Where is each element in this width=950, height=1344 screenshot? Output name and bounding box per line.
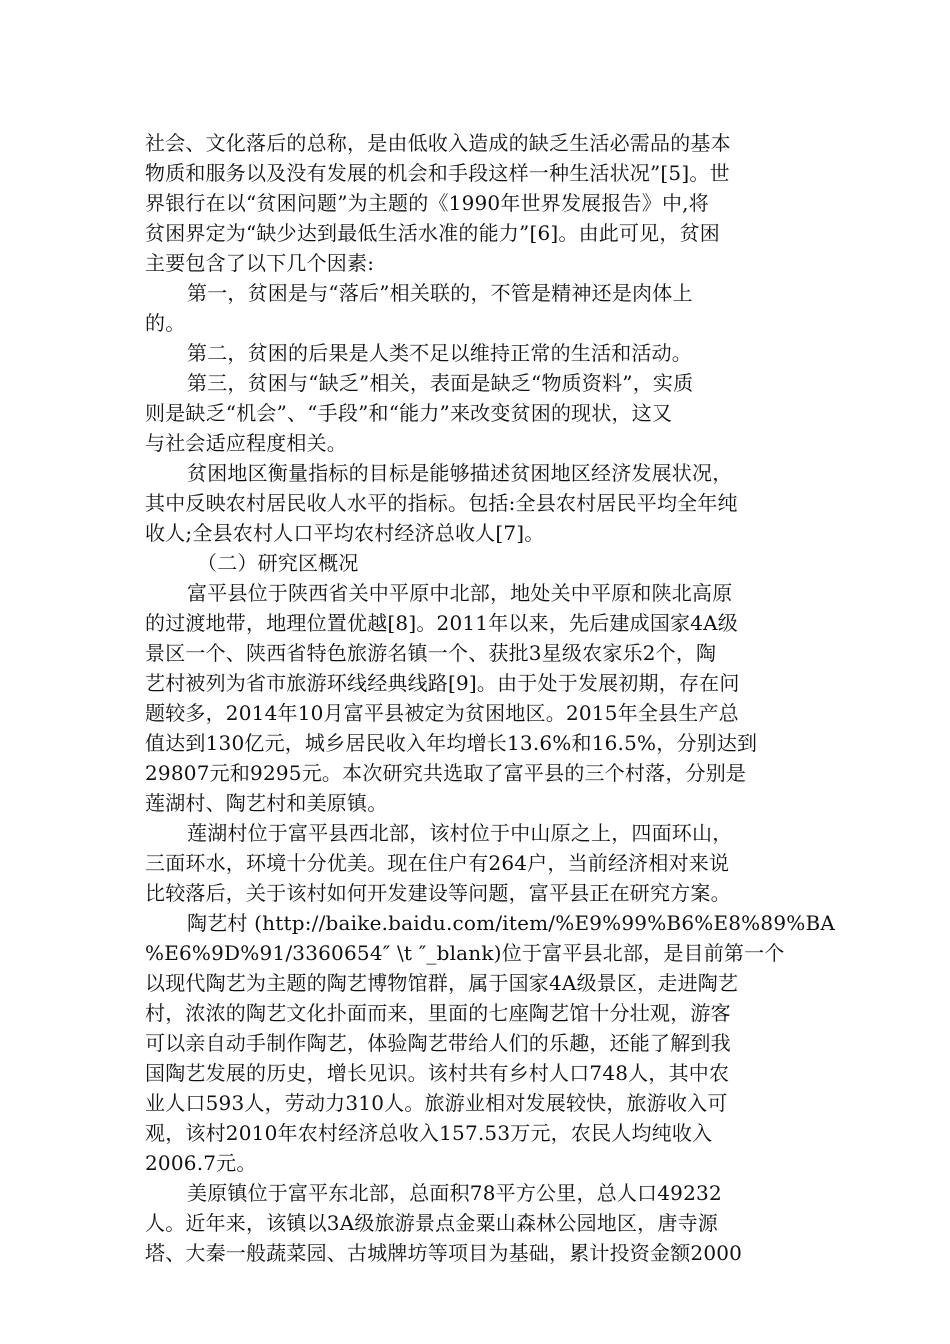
text-line: 业人口593人，劳动力310人。旅游业相对发展较快，旅游收入可 [145,1091,728,1115]
text-line: 比较落后，关于该村如何开发建设等问题，富平县正在研究方案。 [145,881,731,905]
paragraph-first-line: 莲湖村位于富平县西北部，该村位于中山原之上，四面环山， [187,821,733,845]
text-line: %E6%9D%91/3360654″ \t ″_blank)位于富平县北部，是目前第一个 [145,941,785,965]
text-line: 以现代陶艺为主题的陶艺博物馆群，属于国家4A级景区，走进陶艺 [145,971,739,995]
text-line: 物质和服务以及没有发展的机会和手段这样一种生活状况”[5]。世 [145,161,730,185]
text-line: 人。近年来，该镇以3A级旅游景点金粟山森林公园地区，唐寺源 [145,1211,718,1235]
text-line: 艺村被列为省市旅游环线经典线路[9]。由于处于发展初期，存在问 [145,671,740,695]
paragraph-first-line: 第二，贫困的后果是人类不足以维持正常的生活和活动。 [187,341,692,365]
text-line: 界银行在以“贫困问题”为主题的《1990年世界发展报告》中,将 [145,191,709,215]
text-line: 收人;全县农村人口平均农村经济总收人[7]。 [145,521,545,545]
text-line: 可以亲自动手制作陶艺，体验陶艺带给人们的乐趣，还能了解到我 [145,1031,731,1055]
text-line: 其中反映农村居民收人水平的指标。包括:全县农村居民平均全年纯 [145,491,738,515]
paragraph-first-line: 贫困地区衡量指标的目标是能够描述贫困地区经济发展状况， [187,461,733,485]
text-line: 主要包含了以下几个因素: [145,251,375,275]
text-line: 题较多，2014年10月富平县被定为贫困地区。2015年全县生产总 [145,701,739,725]
text-line: 三面环水，环境十分优美。现在住户有264户，当前经济相对来说 [145,851,730,875]
paragraph-first-line: 第一，贫困是与“落后”相关联的，不管是精神还是肉体上 [187,281,693,305]
text-line: 与社会适应程度相关。 [145,431,347,455]
section-heading: （二）研究区概况 [197,551,359,575]
paragraph-first-line: 第三，贫困与“缺乏”相关，表面是缺乏“物质资料”，实质 [187,371,694,395]
paragraph-first-line: 美原镇位于富平东北部，总面积78平方公里，总人口49232 [187,1181,722,1205]
text-line: 村，浓浓的陶艺文化扑面而来，里面的七座陶艺馆十分壮观，游客 [145,1001,731,1025]
text-line: 贫困界定为“缺少达到最低生活水准的能力”[6]。由此可见，贫困 [145,221,720,245]
text-line: 国陶艺发展的历史，增长见识。该村共有乡村人口748人，其中农 [145,1061,730,1085]
text-line: 景区一个、陕西省特色旅游名镇一个、获批3星级农家乐2个，陶 [145,641,717,665]
text-line: 观，该村2010年农村经济总收入157.53万元，农民人均纯收入 [145,1121,713,1145]
text-line: 塔、大秦一般蔬菜园、古城牌坊等项目为基础，累计投资金额2000 [145,1241,743,1265]
text-line: 2006.7元。 [145,1151,257,1175]
text-line: 的。 [145,311,186,335]
text-line: 值达到130亿元，城乡居民收入年均增长13.6%和16.5%，分别达到 [145,731,758,755]
text-line: 则是缺乏“机会”、“手段”和“能力”来改变贫困的现状，这又 [145,401,673,425]
text-line: 的过渡地带，地理位置优越[8]。2011年以来，先后建成国家4A级 [145,611,738,635]
text-line: 29807元和9295元。本次研究共选取了富平县的三个村落，分别是 [145,761,747,785]
paragraph-first-line: 陶艺村 (http://baike.baidu.com/item/%E9%99%B6%E8%89%BA [187,911,835,935]
text-line: 莲湖村、陶艺村和美原镇。 [145,791,388,815]
paragraph-first-line: 富平县位于陕西省关中平原中北部，地处关中平原和陕北高原 [187,581,733,605]
text-line: 社会、文化落后的总称，是由低收入造成的缺乏生活必需品的基本 [145,131,731,155]
